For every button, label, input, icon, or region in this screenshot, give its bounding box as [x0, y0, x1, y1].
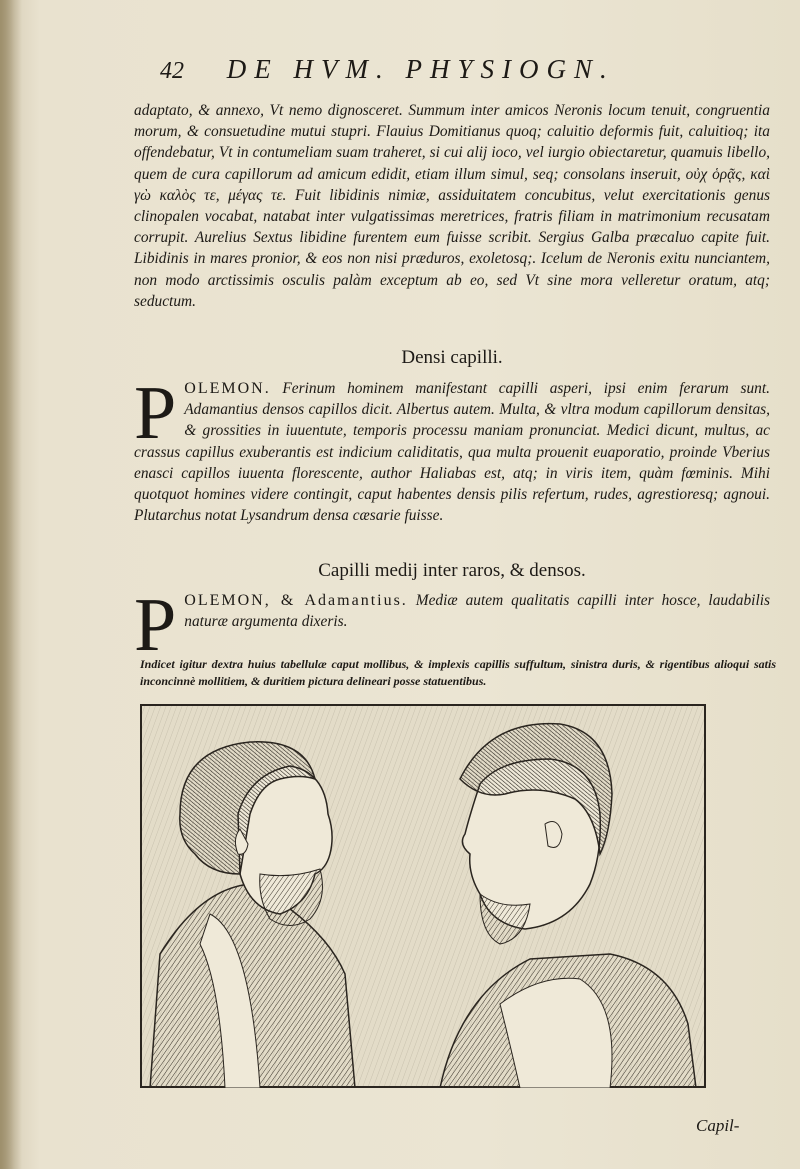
engraving-two-heads: [140, 704, 706, 1088]
page-number: 42: [160, 58, 184, 84]
drop-cap: P: [134, 371, 177, 455]
catchword: Capil-: [696, 1116, 740, 1135]
paragraph-1: adaptato, & annexo, Vt nemo dignosceret. Summum inter amicos Neronis locum tenuit, congruentia morum, & consuetudine mutui stupri. Flauius Domitianus quoq; caluitio deformis fuit, caluitioq; ita offendebatur, Vt in contumeliam suam traheret, si cui alij ioco, vel iurgio obiectaretur, quamuis libello, quem de cura capillorum ad amicum edidit, etiam illum simul, seq; consolans inseruit, οὐχ ὁρᾷς, καὶ γὼ καλὸς τε, μέγας τε. Fuit libidinis nimiæ, assiduitatem concubitus, velut exercitationis genus clinopalen vocabat, natabat inter vulgatissimas meretrices, fratris filiam in matrimonium recusatam corrupit. Aurelius Sextus libidine furentem eum fuisse scribit. Sergius Galba præcaluo capite fuit. Libidinis in mares pronior, & eos non nisi præduros, exoletosq;. Icelum de Neronis exitu nunciantem, non modo arctissimis osculis palàm exceptum ab eo, sed Vt sine mora velleretur oratum, atq; seductum.: [134, 102, 770, 310]
running-header: [160, 54, 720, 90]
paragraph-3-text: Mediæ autem qualitatis capilli inter hosce, laudabilis naturæ argumenta dixeris.: [184, 592, 770, 631]
paragraph-2-text: Ferinum hominem manifestant capilli asperi, ipsi enim ferarum sunt. Adamantius densos capillos dicit. Albertus autem. Multa, & vltra modum capillorum densitas, & grossities in iuuentute, temporis processu maniam pronunciat. Medici dicunt, multus, ac crassus capillus exuberantis est indicium caliditatis, qua multa prouenit euaporatio, proinde Vberius enasci capillos iuuenta florescente, author Haliabas est, atq; in viris item, quàm fœminis. Mihi quotquot homines videre contingit, caput habentes densis pilis refertum, rudes, agrestioresq; agnoui. Plutarchus notat Lysandrum densa cæsarie fuisse.: [134, 380, 770, 525]
running-title: DE HVM. PHYSIOGN.: [226, 54, 615, 84]
paragraph-3: [134, 583, 770, 667]
lead-words: OLEMON, & Adamantius.: [184, 592, 408, 609]
illustration-caption: Indicet igitur dextra huius tabellulæ caput mollibus, & implexis capillis suffultum, sinistra duris, & rigentibus alioqui satis inconcinnè mollitiem, & duritiem pictura delineari posse statuentibus.: [140, 657, 776, 688]
section-heading-densi: Densi capilli.: [401, 347, 503, 368]
gutter-shadow: [0, 0, 22, 1169]
paragraph-2: [134, 371, 770, 548]
section-heading-medij: Capilli medij inter raros, & densos.: [318, 560, 586, 581]
drop-cap: P: [134, 583, 177, 667]
lead-words: OLEMON.: [184, 380, 271, 397]
